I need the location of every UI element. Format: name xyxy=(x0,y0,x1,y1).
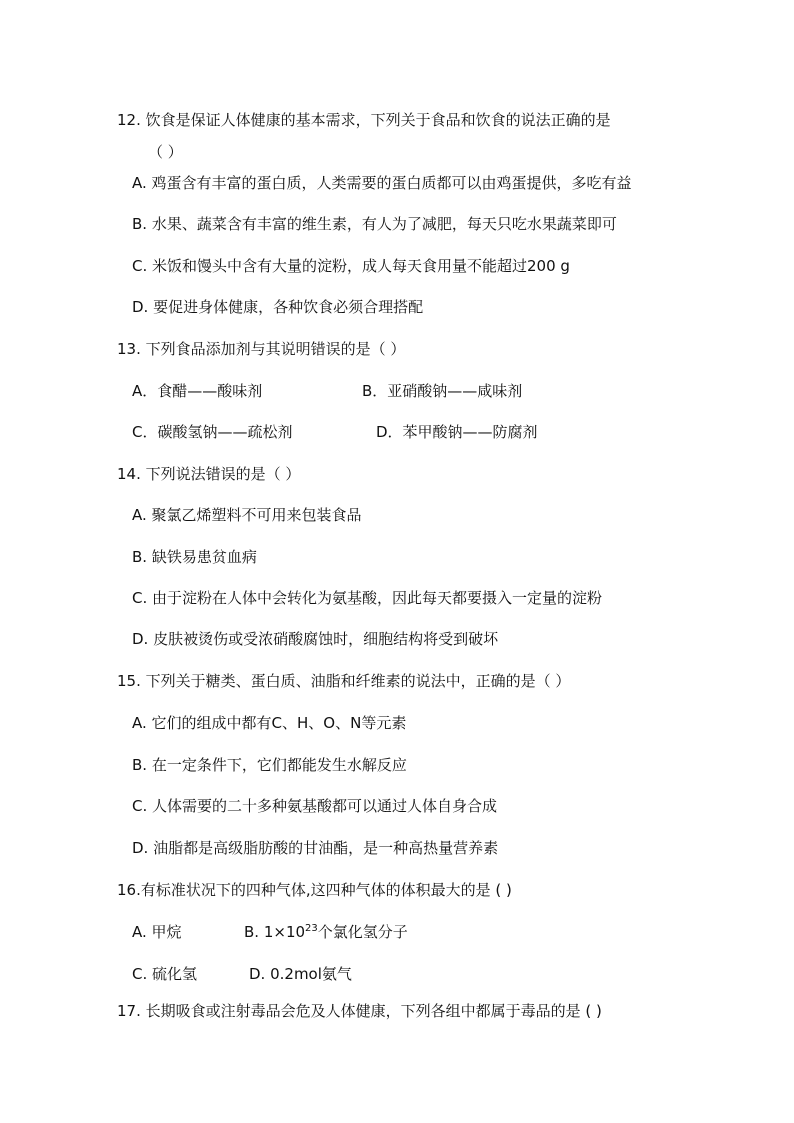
question-13-option-d: D．苯甲酸钠——防腐剂 xyxy=(376,423,538,441)
question-15-option-d: D. 油脂都是高级脂肪酸的甘油酯，是一种高热量营养素 xyxy=(132,839,499,857)
question-12-option-c: C. 米饭和馒头中含有大量的淀粉，成人每天食用量不能超过200 g xyxy=(132,257,570,275)
question-12-option-b: B. 水果、蔬菜含有丰富的维生素，有人为了减肥，每天只吃水果蔬菜即可 xyxy=(132,215,617,233)
question-12-stem: 12. 饮食是保证人体健康的基本需求，下列关于食品和饮食的说法正确的是 xyxy=(117,111,611,129)
question-14-stem: 14. 下列说法错误的是（ ） xyxy=(117,465,301,483)
question-15-stem: 15. 下列关于糖类、蛋白质、油脂和纤维素的说法中，正确的是（ ） xyxy=(117,672,571,690)
question-16-option-b-suffix: 个氯化氢分子 xyxy=(317,923,408,941)
question-16-option-b-prefix: B. 1×10 xyxy=(244,923,306,941)
question-16-option-b-exponent: 23 xyxy=(305,923,318,934)
question-14-option-a: A. 聚氯乙烯塑料不可用来包装食品 xyxy=(132,506,362,524)
question-12-option-d: D. 要促进身体健康，各种饮食必须合理搭配 xyxy=(132,298,424,316)
question-14-option-c: C. 由于淀粉在人体中会转化为氨基酸，因此每天都要摄入一定量的淀粉 xyxy=(132,589,603,607)
question-13-option-b: B．亚硝酸钠——咸味剂 xyxy=(362,382,523,400)
question-16-option-c: C. 硫化氢 xyxy=(132,965,198,983)
question-16-stem: 16.有标准状况下的四种气体,这四种气体的体积最大的是 ( ) xyxy=(117,881,512,899)
question-16-option-d: D. 0.2mol氨气 xyxy=(249,965,352,983)
question-12-answer-paren: （ ） xyxy=(148,143,183,161)
question-14-option-b: B. 缺铁易患贫血病 xyxy=(132,548,257,566)
question-16-option-b xyxy=(244,922,408,942)
question-13-stem: 13. 下列食品添加剂与其说明错误的是（ ） xyxy=(117,340,406,358)
question-16-option-a: A. 甲烷 xyxy=(132,923,182,941)
question-14-option-d: D. 皮肤被烫伤或受浓硝酸腐蚀时，细胞结构将受到破坏 xyxy=(132,630,499,648)
question-13-option-c: C．碳酸氢钠——疏松剂 xyxy=(132,423,293,441)
question-15-option-c: C. 人体需要的二十多种氨基酸都可以通过人体自身合成 xyxy=(132,797,498,815)
question-15-option-b: B. 在一定条件下，它们都能发生水解反应 xyxy=(132,756,407,774)
question-17-stem: 17. 长期吸食或注射毒品会危及人体健康，下列各组中都属于毒品的是 ( ) xyxy=(117,1002,602,1020)
question-12-option-a: A. 鸡蛋含有丰富的蛋白质，人类需要的蛋白质都可以由鸡蛋提供，多吃有益 xyxy=(132,174,632,192)
question-15-option-a: A. 它们的组成中都有C、H、O、N等元素 xyxy=(132,714,407,732)
question-13-option-a: A．食醋——酸味剂 xyxy=(132,382,263,400)
